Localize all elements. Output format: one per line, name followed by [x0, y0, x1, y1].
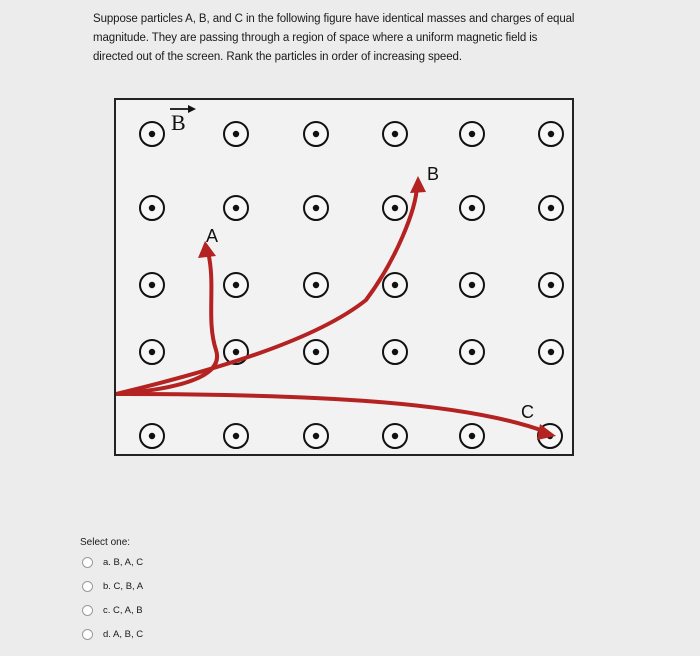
field-dot: [392, 282, 398, 288]
field-dot: [233, 433, 239, 439]
radio-button-icon[interactable]: [82, 581, 93, 592]
field-dot: [149, 205, 155, 211]
field-dot: [313, 349, 319, 355]
field-dot: [233, 349, 239, 355]
option-label: c. C, A, B: [103, 605, 143, 616]
field-dot: [233, 131, 239, 137]
field-dot: [469, 282, 475, 288]
field-dot: [548, 205, 554, 211]
vector-arrow-head: [188, 105, 196, 113]
option-label: a. B, A, C: [103, 557, 144, 568]
field-dot: [548, 282, 554, 288]
label-particle-c: C: [521, 402, 534, 422]
field-dot: [149, 131, 155, 137]
field-dot: [313, 131, 319, 137]
field-dot: [392, 205, 398, 211]
radio-button-icon[interactable]: [82, 605, 93, 616]
option-label: b. C, B, A: [103, 581, 144, 592]
field-dot: [149, 433, 155, 439]
radio-button-icon[interactable]: [82, 557, 93, 568]
field-dot: [548, 131, 554, 137]
field-dot: [313, 433, 319, 439]
field-dot: [469, 349, 475, 355]
field-symbol-label: B: [171, 110, 186, 135]
field-dot: [548, 349, 554, 355]
field-dot: [149, 349, 155, 355]
field-dot: [392, 349, 398, 355]
radio-button-icon[interactable]: [82, 629, 93, 640]
question-line: Suppose particles A, B, and C in the following figure have identical masses and charges of equal: [93, 13, 575, 25]
field-dot: [233, 282, 239, 288]
field-dot: [392, 131, 398, 137]
field-dot: [149, 282, 155, 288]
field-dot: [469, 205, 475, 211]
option-b[interactable]: [82, 581, 143, 592]
option-label: d. A, B, C: [103, 629, 144, 640]
field-dot: [469, 433, 475, 439]
field-dot: [233, 205, 239, 211]
magnetic-field-figure: [114, 98, 574, 456]
option-d[interactable]: [82, 629, 143, 640]
label-particle-b: B: [427, 164, 440, 184]
field-dot: [469, 131, 475, 137]
question-line: magnitude. They are passing through a region of space where a uniform magnetic field is: [93, 32, 538, 44]
question-line: directed out of the screen. Rank the particles in order of increasing speed.: [93, 51, 462, 63]
question-text: [93, 10, 673, 67]
path-b-arrowhead: [410, 176, 426, 193]
path-c: [116, 394, 546, 432]
figure-canvas: [116, 100, 572, 454]
select-one-label: Select one:: [80, 537, 131, 548]
field-dot: [313, 282, 319, 288]
field-dot: [392, 433, 398, 439]
option-a[interactable]: [82, 557, 143, 568]
option-c[interactable]: [82, 605, 143, 616]
label-particle-a: A: [206, 226, 219, 246]
field-dot: [313, 205, 319, 211]
